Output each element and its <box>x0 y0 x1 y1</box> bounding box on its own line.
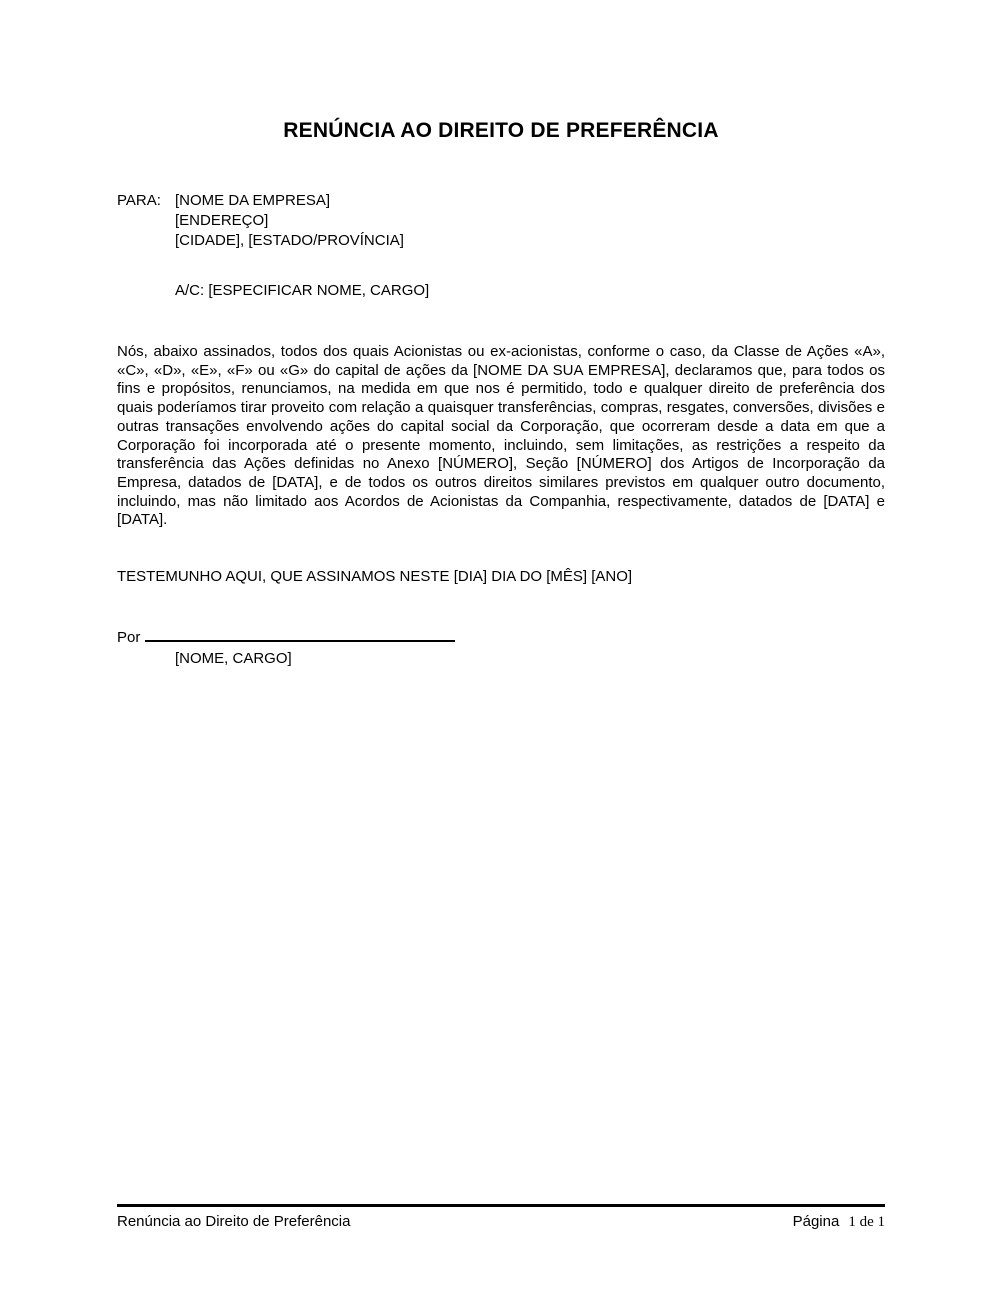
document-title: RENÚNCIA AO DIREITO DE PREFERÊNCIA <box>283 119 719 142</box>
footer-page-label: Página <box>792 1213 840 1230</box>
footer-page-info <box>793 1212 885 1232</box>
body-paragraph: Nós, abaixo assinados, todos dos quais Acionistas ou ex-acionistas, conforme o caso, da Classe de Ações «A», «C», «D», «E», «F» ou «G» do capital de ações da [NOME DA SUA EMPRESA], declaramos que, para todos os fins e propósitos, renunciamos, na medida em que nos é permitido, todo e qualquer direito de preferência dos quais poderíamos tirar proveito com relação a quaisquer transferências, compras, resgates, conversões, divisões e outras transações envolvendo ações do capital social da Corporação, que ocorreram desde a data em que a Corporação foi incorporada até o presente momento, incluindo, sem limitações, as restrições a respeito da transferência das Ações definidas no Anexo [NÚMERO], Seção [NÚMERO] dos Artigos de Incorporação da Empresa, datados de [DATA], e de todos os outros direitos similares previstos em qualquer outro documento, incluindo, mas não limitado aos Acordos de Acionistas da Companhia, respectivamente, datados de [DATA] e [DATA]. <box>117 343 885 529</box>
recipient-lines <box>175 191 404 251</box>
page-footer <box>117 1204 885 1232</box>
recipient-address-line: [ENDEREÇO] <box>175 212 269 229</box>
footer-document-title: Renúncia ao Direito de Preferência <box>117 1213 351 1230</box>
signature-name-title: [NOME, CARGO] <box>175 650 292 668</box>
recipient-company-line: [NOME DA EMPRESA] <box>175 192 331 209</box>
attention-line: A/C: [ESPECIFICAR NOME, CARGO] <box>175 282 430 299</box>
recipient-city-state-line: [CIDADE], [ESTADO/PROVÍNCIA] <box>175 232 404 249</box>
recipient-label: PARA: <box>117 192 161 209</box>
signature-prefix: Por <box>117 629 141 647</box>
witness-line: TESTEMUNHO AQUI, QUE ASSINAMOS NESTE [DIA] DIA DO [MÊS] [ANO] <box>117 568 633 586</box>
signature-row <box>117 623 885 648</box>
signature-block <box>117 623 885 669</box>
signature-line <box>145 623 455 642</box>
footer-page-number: 1 de 1 <box>848 1214 885 1230</box>
recipient-block <box>117 191 885 251</box>
footer-row <box>117 1207 885 1232</box>
